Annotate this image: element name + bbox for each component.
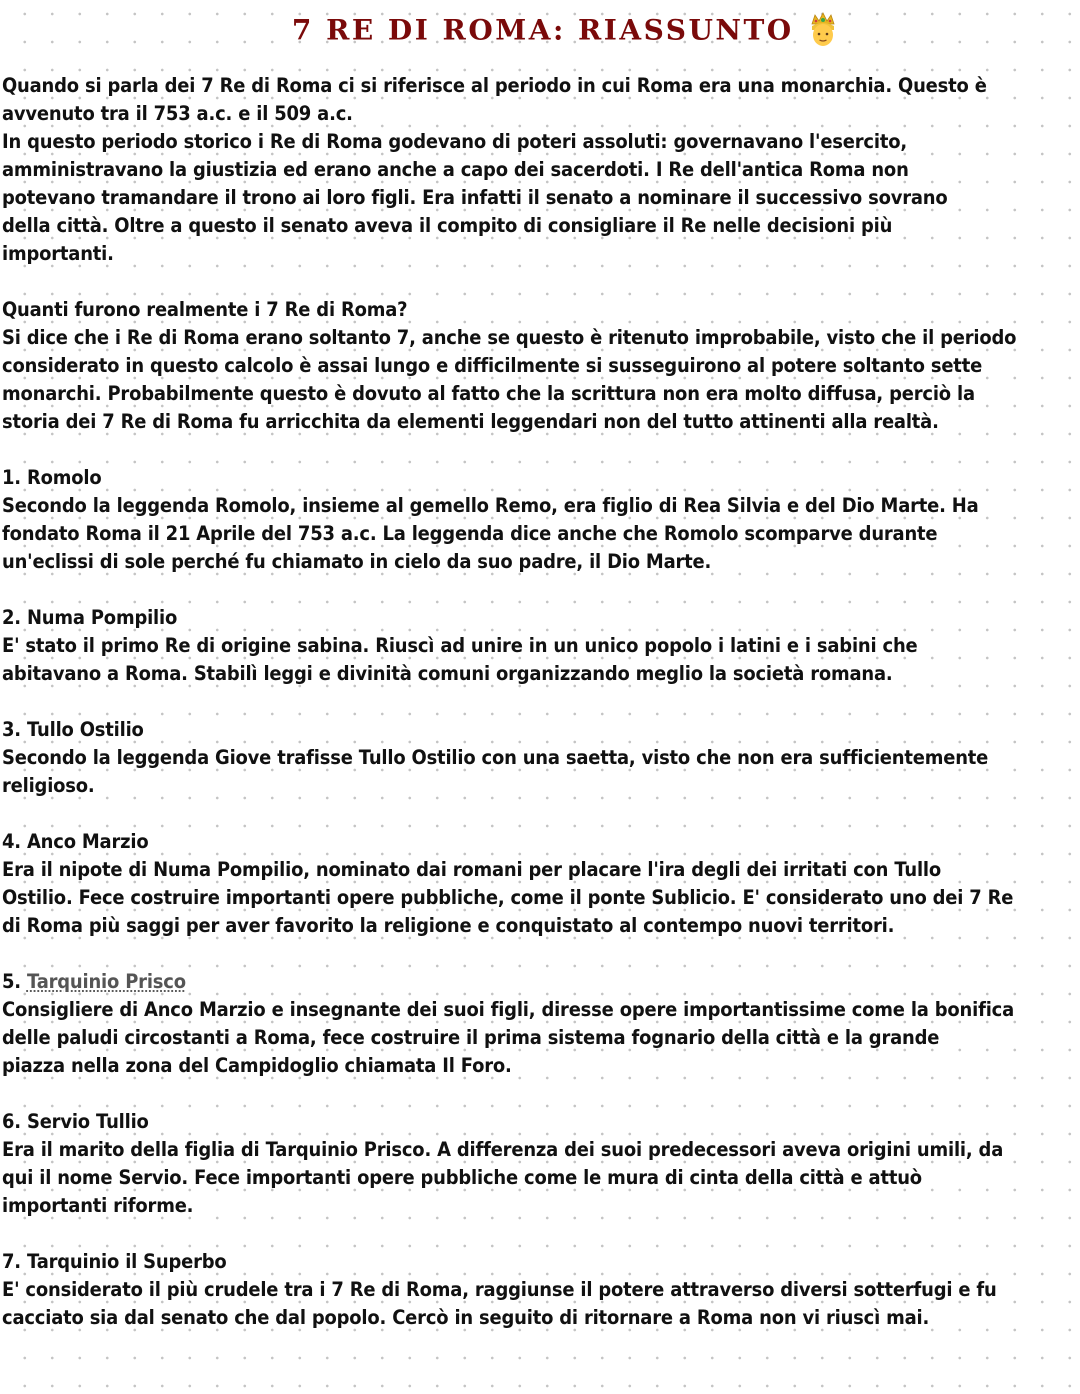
question-line: considerato in questo calcolo è assai lungo e difficilmente si susseguirono al potere soltanto sette — [2, 354, 983, 377]
king-description-line: di Roma più saggi per aver favorito la religione e conquistato al contempo nuovi territori. — [2, 914, 895, 937]
spacer — [2, 688, 1062, 716]
king-number: 6. — [2, 1110, 21, 1133]
king-description-line: piazza nella zona del Campidoglio chiamata Il Foro. — [2, 1054, 512, 1077]
intro-line: della città. Oltre a questo il senato aveva il compito di consigliare il Re nelle decisioni più — [2, 214, 893, 237]
title-row — [0, 12, 1080, 48]
king-section-numa-pompilio — [2, 604, 1062, 688]
king-heading — [2, 1108, 1062, 1136]
king-description-line: cacciato sia dal senato che dal popolo. Cercò in seguito di ritornare a Roma non vi riuscì mai. — [2, 1306, 930, 1329]
spacer — [2, 1080, 1062, 1108]
intro-line: Quando si parla dei 7 Re di Roma ci si riferisce al periodo in cui Roma era una monarchia. Questo è — [2, 74, 987, 97]
king-section-anco-marzio — [2, 828, 1062, 940]
intro-line: potevano tramandare il trono ai loro figli. Era infatti il senato a nominare il successivo sovrano — [2, 186, 948, 209]
question-line: storia dei 7 Re di Roma fu arricchita da elementi leggendari non del tutto attinenti alla realtà. — [2, 410, 939, 433]
question-line: monarchi. Probabilmente questo è dovuto al fatto che la scrittura non era molto diffusa, perciò la — [2, 382, 975, 405]
king-number: 1. — [2, 466, 21, 489]
king-section-servio-tullio — [2, 1108, 1062, 1220]
prince-crown-emoji-icon — [808, 12, 838, 48]
king-description-line: E' considerato il più crudele tra i 7 Re di Roma, raggiunse il potere attraverso diversi sotterfugi e fu — [2, 1278, 997, 1301]
spacer — [2, 436, 1062, 464]
king-number: 5. — [2, 970, 21, 993]
king-number: 3. — [2, 718, 21, 741]
question-section — [2, 296, 1062, 436]
king-section-tullo-ostilio — [2, 716, 1062, 800]
king-description-line: un'eclissi di sole perché fu chiamato in cielo da suo padre, il Dio Marte. — [2, 550, 712, 573]
king-heading — [2, 828, 1062, 856]
king-description-line: fondato Roma il 21 Aprile del 753 a.c. La leggenda dice anche che Romolo scomparve durante — [2, 522, 938, 545]
king-heading — [2, 604, 1062, 632]
king-section-tarquinio-prisco — [2, 968, 1062, 1080]
king-heading — [2, 968, 1062, 996]
king-number: 7. — [2, 1250, 21, 1273]
king-description-line: abitavano a Roma. Stabilì leggi e divinità comuni organizzando meglio la società romana. — [2, 662, 893, 685]
king-name: Romolo — [26, 466, 102, 489]
spacer — [2, 800, 1062, 828]
spacer — [2, 1220, 1062, 1248]
intro-line: In questo periodo storico i Re di Roma godevano di poteri assoluti: governavano l'esercito, — [2, 130, 907, 153]
king-section-romolo — [2, 464, 1062, 576]
king-description-line: religioso. — [2, 774, 95, 797]
king-name: Servio Tullio — [26, 1110, 149, 1133]
page-title: 7 RE DI ROMA: RIASSUNTO — [291, 13, 794, 47]
spacer — [2, 576, 1062, 604]
document-body — [2, 72, 1062, 1332]
king-number: 2. — [2, 606, 21, 629]
tarquinio-prisco-link[interactable]: Tarquinio Prisco — [26, 970, 186, 993]
question-heading: Quanti furono realmente i 7 Re di Roma? — [2, 298, 408, 321]
king-description-line: Ostilio. Fece costruire importanti opere pubbliche, come il ponte Sublicio. E' considerato uno dei 7 Re — [2, 886, 1014, 909]
king-heading — [2, 716, 1062, 744]
king-name: Numa Pompilio — [26, 606, 178, 629]
king-number: 4. — [2, 830, 21, 853]
king-heading — [2, 464, 1062, 492]
question-line: Si dice che i Re di Roma erano soltanto 7, anche se questo è ritenuto improbabile, visto che il periodo — [2, 326, 1017, 349]
spacer — [2, 940, 1062, 968]
king-description-line: delle paludi circostanti a Roma, fece costruire il prima sistema fognario della città e la grande — [2, 1026, 940, 1049]
king-name: Anco Marzio — [26, 830, 149, 853]
king-description-line: Secondo la leggenda Romolo, insieme al gemello Remo, era figlio di Rea Silvia e del Dio Marte. Ha — [2, 494, 979, 517]
intro-line: amministravano la giustizia ed erano anche a capo dei sacerdoti. I Re dell'antica Roma non — [2, 158, 909, 181]
intro-line: importanti. — [2, 242, 114, 265]
king-description-line: Era il marito della figlia di Tarquinio Prisco. A differenza dei suoi predecessori aveva origini umili, da — [2, 1138, 1004, 1161]
intro-section — [2, 72, 1062, 268]
king-description-line: Consigliere di Anco Marzio e insegnante dei suoi figli, diresse opere importantissime come la bonifica — [2, 998, 1015, 1021]
king-section-tarquinio-il-superbo — [2, 1248, 1062, 1332]
king-name: Tullo Ostilio — [26, 718, 144, 741]
intro-line: avvenuto tra il 753 a.c. e il 509 a.c. — [2, 102, 353, 125]
king-description-line: E' stato il primo Re di origine sabina. Riuscì ad unire in un unico popolo i latini e i sabini che — [2, 634, 918, 657]
spacer — [2, 268, 1062, 296]
king-heading — [2, 1248, 1062, 1276]
king-name: Tarquinio il Superbo — [26, 1250, 227, 1273]
king-description-line: importanti riforme. — [2, 1194, 194, 1217]
king-description-line: Era il nipote di Numa Pompilio, nominato dai romani per placare l'ira degli dei irritati con Tullo — [2, 858, 942, 881]
king-description-line: Secondo la leggenda Giove trafisse Tullo Ostilio con una saetta, visto che non era sufficientemente — [2, 746, 989, 769]
king-description-line: qui il nome Servio. Fece importanti opere pubbliche come le mura di cinta della città e attuò — [2, 1166, 922, 1189]
